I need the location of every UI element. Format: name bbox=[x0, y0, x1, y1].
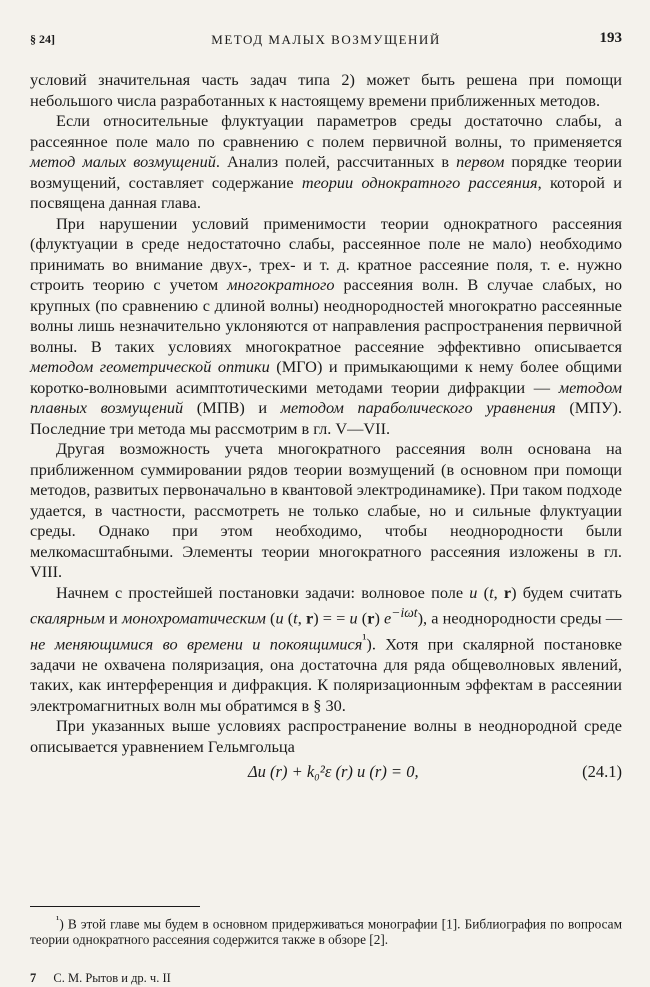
page-number: 193 bbox=[599, 30, 622, 46]
equation-number: (24.1) bbox=[582, 762, 622, 782]
main-text bbox=[30, 70, 622, 785]
paragraph-2: Если относительные флуктуации параметров среды достаточно слабы, а рассеянное поле мало по сравнению с полем первичной волны, то применяется метод малых возмущений. Анализ полей, рассчитанных в первом порядке теории возмущений, составляет содержание теории однократного рассеяния, которой и посвящена данная глава. bbox=[30, 111, 623, 212]
footnote-text: $^{^1}$) В этой главе мы будем в основном придерживаться монографии [1]. Библиография по вопросам теории однократного рассеяния содержится также в обзоре [2]. bbox=[30, 914, 622, 948]
paragraph-1: условий значительная часть задач типа 2) может быть решена при помощи небольшого числа разработанных к настоящему времени приближенных методов. bbox=[30, 70, 622, 110]
footnote bbox=[30, 912, 622, 948]
section-reference: § 24] bbox=[30, 32, 55, 46]
paragraph-6: При указанных выше условиях распространение волны в неоднородной среде описывается уравнением Гельмгольца bbox=[30, 716, 622, 756]
footnote-rule bbox=[30, 906, 200, 907]
equation-24-1 bbox=[30, 759, 622, 785]
running-header bbox=[30, 30, 622, 50]
signature-number: 7 bbox=[30, 971, 37, 985]
paragraph-4: Другая возможность учета многократного рассеяния волн основана на приближенном суммировании рядов теории возмущений (в основном при помощи методов, развитых первоначально в квантовой электродинамике). При таком подходе удается, в частности, рассмотреть не только слабые, но и сильные флуктуации среды. Однако при этом необходимо, чтобы неоднородности были мелкомасштабными. Элементы теории многократного рассеяния изложены в гл. VIII. bbox=[30, 439, 622, 581]
running-title: МЕТОД МАЛЫХ ВОЗМУЩЕНИЙ bbox=[211, 32, 441, 47]
paragraph-3: При нарушении условий применимости теории однократного рассеяния (флуктуации в среде недостаточно слабы, рассеянное поле не мало) необходимо принимать во внимание двух-, трех- и т. д. кратное рассеяние поля, т. е. нужно строить теорию с учетом многократного рассеяния волн. В случае слабых, но крупных (по сравнению с длиной волны) неоднородностей многократно рассеянные волны лишь незначительно уклоняются от направления распространения первичной волны. В таких условиях многократное рассеяние эффективно описывается методом геометрической оптики (МГО) и примыкающими к нему более общими коротко-волновыми асимптотическими методами теории дифракции — методом плавных возмущений (МПВ) и методом параболического уравнения (МПУ). Последние три метода мы рассмотрим в гл. V—VII. bbox=[30, 213, 622, 438]
printer-signature bbox=[30, 971, 171, 986]
paragraph-5: Начнем с простейшей постановки задачи: волновое поле u (t, r) будем считать скалярным и монохроматическим (u (t, r) = = u (r) $e^{-i\omega t}$), а неоднородности среды — не меняющимися во времени и покоящимися$^{^1}$). Хотя при скалярной постановке задачи не охвачена поляризация, она достаточна для ряда общеволновых явлений, таких, как интерференция и дифракция. К поляризационным эффектам в рассеянии электромагнитных волн мы обратимся в § 30. bbox=[30, 582, 622, 715]
signature-text: С. М. Рытов и др. ч. II bbox=[53, 971, 171, 985]
equation-expression: Δu (r) + k₀²ε (r) u (r) = 0, bbox=[248, 762, 419, 782]
